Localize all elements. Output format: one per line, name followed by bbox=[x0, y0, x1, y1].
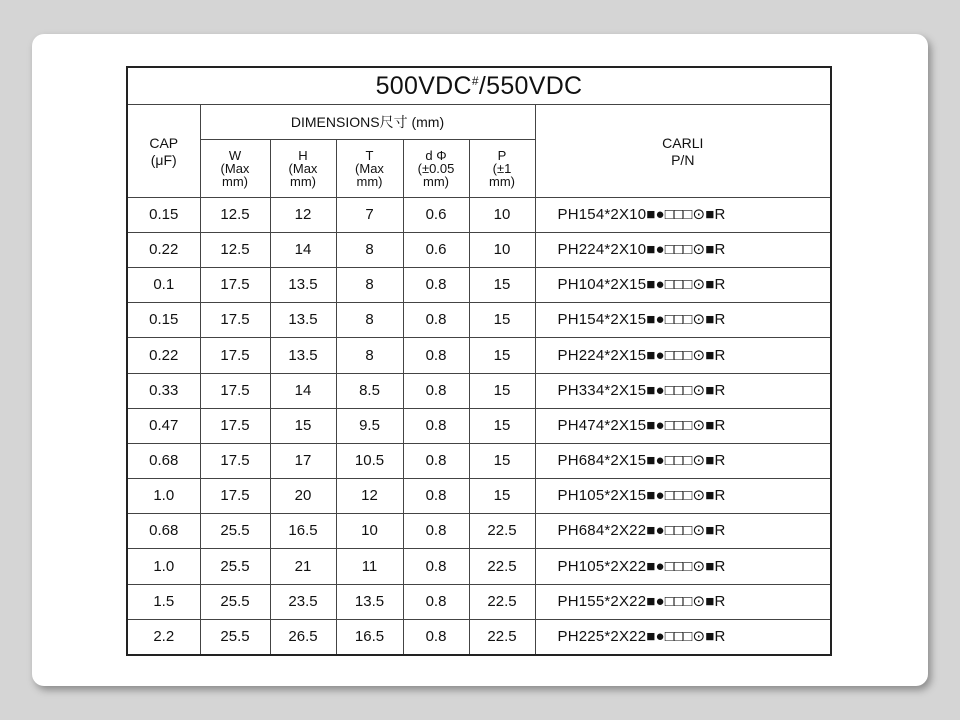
cap-cell: 0.47 bbox=[127, 408, 200, 443]
part-number-cell: PH334*2X15■●□□□⊙■R bbox=[535, 373, 831, 408]
table-title bbox=[127, 67, 831, 105]
width-cell: 17.5 bbox=[200, 303, 270, 338]
pitch-cell: 15 bbox=[469, 373, 535, 408]
lead-diameter-cell: 0.8 bbox=[403, 549, 469, 584]
height-cell: 23.5 bbox=[270, 584, 336, 619]
cap-cell: 1.0 bbox=[127, 479, 200, 514]
thickness-cell: 7 bbox=[336, 197, 403, 232]
width-cell: 25.5 bbox=[200, 619, 270, 655]
table-row bbox=[127, 549, 831, 584]
pn-header bbox=[535, 105, 831, 197]
pitch-cell: 10 bbox=[469, 197, 535, 232]
part-number-cell: PH104*2X15■●□□□⊙■R bbox=[535, 267, 831, 302]
cap-cell: 0.68 bbox=[127, 443, 200, 478]
cap-header bbox=[127, 105, 200, 197]
width-cell: 12.5 bbox=[200, 232, 270, 267]
width-cell: 17.5 bbox=[200, 479, 270, 514]
height-cell: 21 bbox=[270, 549, 336, 584]
pitch-cell: 15 bbox=[469, 408, 535, 443]
table-row bbox=[127, 584, 831, 619]
thickness-cell: 8 bbox=[336, 303, 403, 338]
title-main-text: 500VDC bbox=[375, 71, 472, 100]
pitch-cell: 10 bbox=[469, 232, 535, 267]
part-number-cell: PH154*2X10■●□□□⊙■R bbox=[535, 197, 831, 232]
cap-cell: 0.33 bbox=[127, 373, 200, 408]
height-cell: 17 bbox=[270, 443, 336, 478]
width-cell: 25.5 bbox=[200, 514, 270, 549]
lead-diameter-cell: 0.6 bbox=[403, 232, 469, 267]
subheader-d: d Φ (±0.05 mm) bbox=[403, 140, 469, 197]
lead-diameter-cell: 0.8 bbox=[403, 443, 469, 478]
pitch-cell: 15 bbox=[469, 303, 535, 338]
height-cell: 13.5 bbox=[270, 303, 336, 338]
lead-diameter-cell: 0.8 bbox=[403, 267, 469, 302]
subheader-w: W (Max mm) bbox=[200, 140, 270, 197]
pitch-cell: 22.5 bbox=[469, 549, 535, 584]
part-number-cell: PH154*2X15■●□□□⊙■R bbox=[535, 303, 831, 338]
lead-diameter-cell: 0.6 bbox=[403, 197, 469, 232]
lead-diameter-cell: 0.8 bbox=[403, 584, 469, 619]
part-number-cell: PH225*2X22■●□□□⊙■R bbox=[535, 619, 831, 655]
height-cell: 12 bbox=[270, 197, 336, 232]
cap-cell: 0.22 bbox=[127, 232, 200, 267]
table-row bbox=[127, 303, 831, 338]
width-cell: 17.5 bbox=[200, 373, 270, 408]
lead-diameter-cell: 0.8 bbox=[403, 373, 469, 408]
lead-diameter-cell: 0.8 bbox=[403, 479, 469, 514]
thickness-cell: 8 bbox=[336, 338, 403, 373]
lead-diameter-cell: 0.8 bbox=[403, 408, 469, 443]
table-row bbox=[127, 338, 831, 373]
height-cell: 16.5 bbox=[270, 514, 336, 549]
pitch-cell: 22.5 bbox=[469, 584, 535, 619]
thickness-cell: 10 bbox=[336, 514, 403, 549]
cap-cell: 0.1 bbox=[127, 267, 200, 302]
table-row bbox=[127, 514, 831, 549]
pitch-cell: 15 bbox=[469, 267, 535, 302]
table-row bbox=[127, 197, 831, 232]
height-cell: 15 bbox=[270, 408, 336, 443]
pitch-cell: 15 bbox=[469, 338, 535, 373]
pn-header-line1: CARLI bbox=[662, 135, 704, 152]
part-number-cell: PH105*2X15■●□□□⊙■R bbox=[535, 479, 831, 514]
title-row bbox=[127, 67, 831, 105]
lead-diameter-cell: 0.8 bbox=[403, 338, 469, 373]
height-cell: 13.5 bbox=[270, 267, 336, 302]
height-cell: 14 bbox=[270, 232, 336, 267]
pitch-cell: 15 bbox=[469, 443, 535, 478]
width-cell: 17.5 bbox=[200, 267, 270, 302]
part-number-cell: PH155*2X22■●□□□⊙■R bbox=[535, 584, 831, 619]
slide-panel bbox=[32, 34, 928, 686]
cap-cell: 0.68 bbox=[127, 514, 200, 549]
cap-cell: 0.15 bbox=[127, 303, 200, 338]
cap-cell: 0.15 bbox=[127, 197, 200, 232]
cap-cell: 0.22 bbox=[127, 338, 200, 373]
cap-cell: 1.5 bbox=[127, 584, 200, 619]
width-cell: 17.5 bbox=[200, 408, 270, 443]
cap-header-line2: (μF) bbox=[150, 151, 177, 168]
part-number-cell: PH474*2X15■●□□□⊙■R bbox=[535, 408, 831, 443]
width-cell: 12.5 bbox=[200, 197, 270, 232]
table-row bbox=[127, 479, 831, 514]
part-number-cell: PH224*2X10■●□□□⊙■R bbox=[535, 232, 831, 267]
height-cell: 26.5 bbox=[270, 619, 336, 655]
part-number-cell: PH684*2X22■●□□□⊙■R bbox=[535, 514, 831, 549]
table-row bbox=[127, 267, 831, 302]
thickness-cell: 13.5 bbox=[336, 584, 403, 619]
thickness-cell: 9.5 bbox=[336, 408, 403, 443]
thickness-cell: 16.5 bbox=[336, 619, 403, 655]
lead-diameter-cell: 0.8 bbox=[403, 514, 469, 549]
width-cell: 25.5 bbox=[200, 584, 270, 619]
pitch-cell: 22.5 bbox=[469, 619, 535, 655]
height-cell: 20 bbox=[270, 479, 336, 514]
pitch-cell: 22.5 bbox=[469, 514, 535, 549]
dimensions-header: DIMENSIONS尺寸 (mm) bbox=[200, 105, 535, 140]
subheader-h: H (Max mm) bbox=[270, 140, 336, 197]
lead-diameter-cell: 0.8 bbox=[403, 303, 469, 338]
thickness-cell: 10.5 bbox=[336, 443, 403, 478]
width-cell: 17.5 bbox=[200, 443, 270, 478]
table-row bbox=[127, 619, 831, 655]
header-group-row bbox=[127, 105, 831, 140]
thickness-cell: 12 bbox=[336, 479, 403, 514]
cap-header-line1: CAP bbox=[149, 135, 179, 152]
height-cell: 13.5 bbox=[270, 338, 336, 373]
title-superscript: # bbox=[471, 73, 479, 88]
part-number-cell: PH224*2X15■●□□□⊙■R bbox=[535, 338, 831, 373]
title-rest-text: /550VDC bbox=[478, 71, 583, 100]
subheader-t: T (Max mm) bbox=[336, 140, 403, 197]
part-number-cell: PH105*2X22■●□□□⊙■R bbox=[535, 549, 831, 584]
spec-table bbox=[126, 66, 832, 656]
part-number-cell: PH684*2X15■●□□□⊙■R bbox=[535, 443, 831, 478]
thickness-cell: 11 bbox=[336, 549, 403, 584]
width-cell: 25.5 bbox=[200, 549, 270, 584]
table-row bbox=[127, 373, 831, 408]
pn-header-line2: P/N bbox=[671, 151, 695, 168]
width-cell: 17.5 bbox=[200, 338, 270, 373]
pitch-cell: 15 bbox=[469, 479, 535, 514]
lead-diameter-cell: 0.8 bbox=[403, 619, 469, 655]
height-cell: 14 bbox=[270, 373, 336, 408]
subheader-p: P (±1 mm) bbox=[469, 140, 535, 197]
table-row bbox=[127, 232, 831, 267]
cap-cell: 2.2 bbox=[127, 619, 200, 655]
table-row bbox=[127, 443, 831, 478]
thickness-cell: 8 bbox=[336, 232, 403, 267]
thickness-cell: 8.5 bbox=[336, 373, 403, 408]
thickness-cell: 8 bbox=[336, 267, 403, 302]
table-row bbox=[127, 408, 831, 443]
cap-cell: 1.0 bbox=[127, 549, 200, 584]
